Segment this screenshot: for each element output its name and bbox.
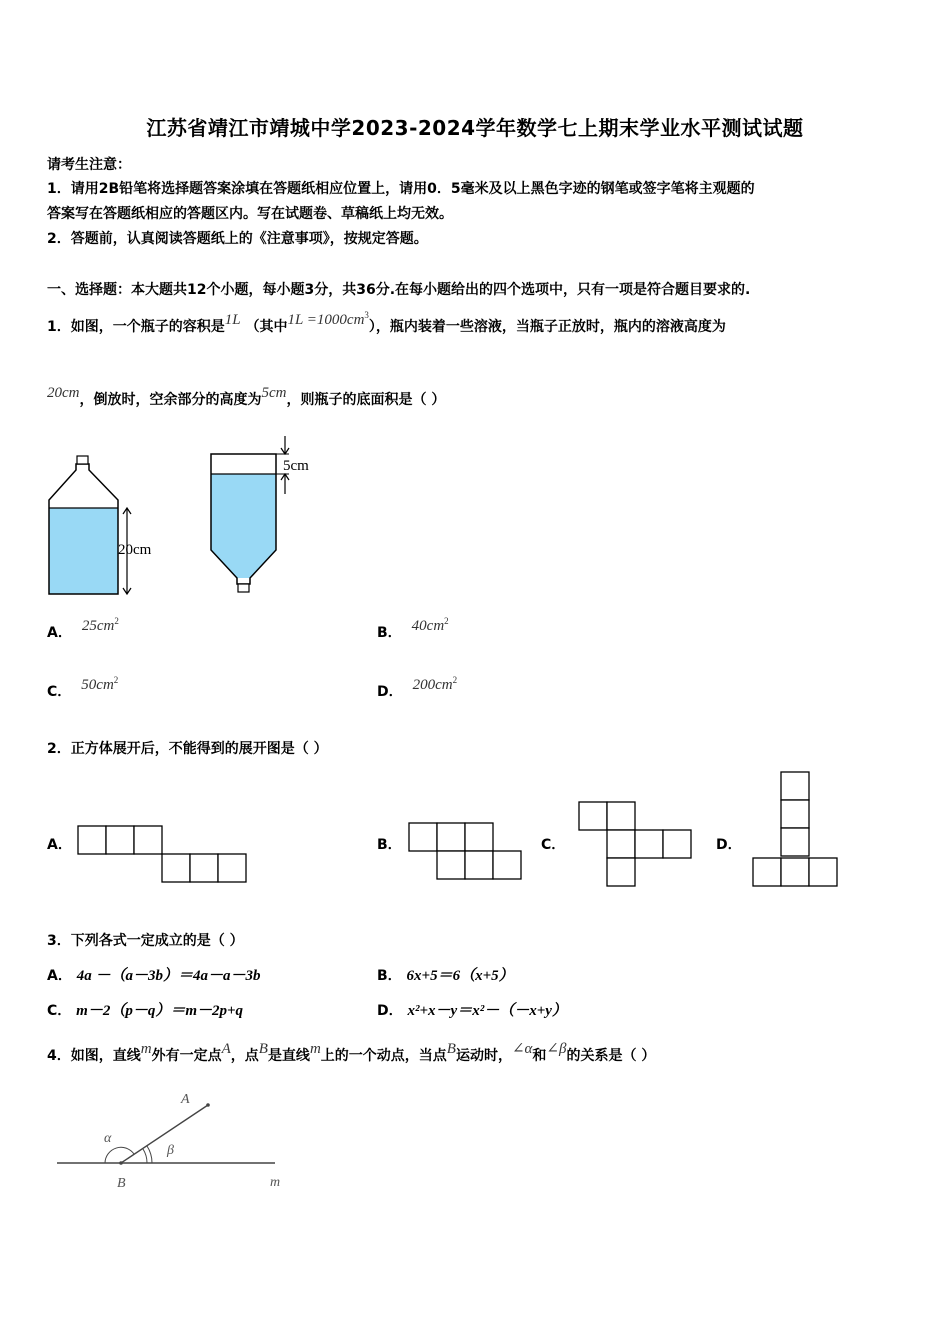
- label-b: B: [117, 1176, 126, 1191]
- cube-net-b: [409, 823, 529, 883]
- q1-option-b-letter: B．: [377, 625, 402, 641]
- label-beta: β: [167, 1143, 174, 1158]
- q3-option-c[interactable]: C． m－2（p－q）＝m－2p+q: [47, 1003, 244, 1019]
- q1-option-a-value: $25cm^2$: [81, 616, 119, 634]
- q1-math-1: 1L: [224, 312, 241, 328]
- label-alpha: α: [104, 1131, 112, 1146]
- label-a: A: [181, 1092, 190, 1107]
- question-1-line-2: [47, 385, 446, 409]
- q2-option-a-letter[interactable]: A．: [47, 837, 72, 853]
- notice-heading: 请考生注意：: [47, 157, 131, 173]
- bottle-inverted-figure: [205, 432, 335, 602]
- q1-option-c-letter: C．: [47, 684, 72, 700]
- notice-line-1: 1．请用2B铅笔将选择题答案涂填在答题纸相应位置上，请用0．5毫米及以上黑色字迹的钢笔或签字笔将主观题的: [47, 181, 755, 197]
- q1-option-a[interactable]: [47, 616, 119, 642]
- liquid-inverted: [211, 474, 276, 578]
- notice-line-1b: 答案写在答题纸相应的答题区内。写在试题卷、草稿纸上均无效。: [47, 206, 453, 222]
- q1-text-5: ，则瓶子的底面积是（ ）: [286, 392, 446, 408]
- liquid-upright: [49, 508, 118, 594]
- q3-option-b[interactable]: B． 6x+5＝6（x+5）: [377, 968, 514, 984]
- q1-option-b-value: $40cm^2$: [411, 616, 449, 634]
- arc-alpha: [105, 1147, 134, 1163]
- point-a: [206, 1103, 210, 1107]
- q1-text-4: ，倒放时，空余部分的高度为: [79, 392, 262, 408]
- segment-ab: [121, 1105, 208, 1163]
- q1-option-d-letter: D．: [377, 684, 403, 700]
- point-b: [119, 1161, 123, 1165]
- question-3-text: 3．下列各式一定成立的是（ ）: [47, 933, 244, 949]
- q1-text-1: 1．如图，一个瓶子的容积是: [47, 319, 225, 335]
- cube-net-a: [78, 826, 253, 886]
- question-4-text: 4．如图，直线m外有一定点A，点B是直线m上的一个动点，当点B运动时，∠α和∠β的关系是（ ）: [47, 1041, 656, 1064]
- arc-beta-2: [147, 1146, 152, 1163]
- q1-option-c[interactable]: [47, 675, 119, 701]
- section-heading: 一、选择题：本大题共12个小题，每小题3分，共36分.在每小题给出的四个选项中，只有一项是符合题目要求的.: [47, 282, 751, 298]
- q1-text-2: （其中: [245, 319, 288, 335]
- question-2-text: 2．正方体展开后，不能得到的展开图是（ ）: [47, 741, 328, 757]
- question-1-line-1: [47, 310, 726, 336]
- bottle-upright-figure: [40, 450, 180, 600]
- label-m: m: [270, 1175, 281, 1190]
- q3-option-d[interactable]: D． x²+x－y＝x²－（－x+y）: [377, 1003, 567, 1019]
- q3-option-a[interactable]: A． 4a －（a－3b）＝4a－a－3b: [47, 968, 261, 984]
- q1-math-3: 20cm: [47, 385, 80, 401]
- cube-net-d: [753, 772, 848, 892]
- label-20cm: 20cm: [118, 542, 152, 558]
- page-title: 江苏省靖江市靖城中学2023-2024学年数学七上期末学业水平测试试题: [146, 116, 804, 140]
- q1-option-b[interactable]: [377, 616, 449, 642]
- q1-option-d[interactable]: [377, 675, 458, 701]
- q1-math-4: 5cm: [261, 385, 287, 401]
- q1-option-d-value: $200cm^2$: [412, 675, 458, 693]
- q2-option-c-letter[interactable]: C．: [541, 837, 566, 853]
- bottle-inverted-cap: [238, 584, 249, 592]
- q2-option-b-letter[interactable]: B．: [377, 837, 402, 853]
- q1-text-3: ），瓶内装着一些溶液，当瓶子正放时，瓶内的溶液高度为: [368, 319, 726, 335]
- q1-option-c-value: $50cm^2$: [81, 675, 119, 693]
- cube-net-c: [579, 802, 699, 892]
- label-5cm: 5cm: [283, 458, 309, 474]
- notice-line-2: 2．答题前，认真阅读答题纸上的《注意事项》，按规定答题。: [47, 231, 428, 247]
- q2-option-d-letter[interactable]: D．: [716, 837, 742, 853]
- bottle-upright-cap: [77, 456, 88, 464]
- arc-beta-1: [143, 1149, 147, 1163]
- q1-option-a-letter: A．: [47, 625, 72, 641]
- q1-math-2: $1L =1000cm^3$: [287, 310, 369, 328]
- angle-figure: [55, 1088, 295, 1193]
